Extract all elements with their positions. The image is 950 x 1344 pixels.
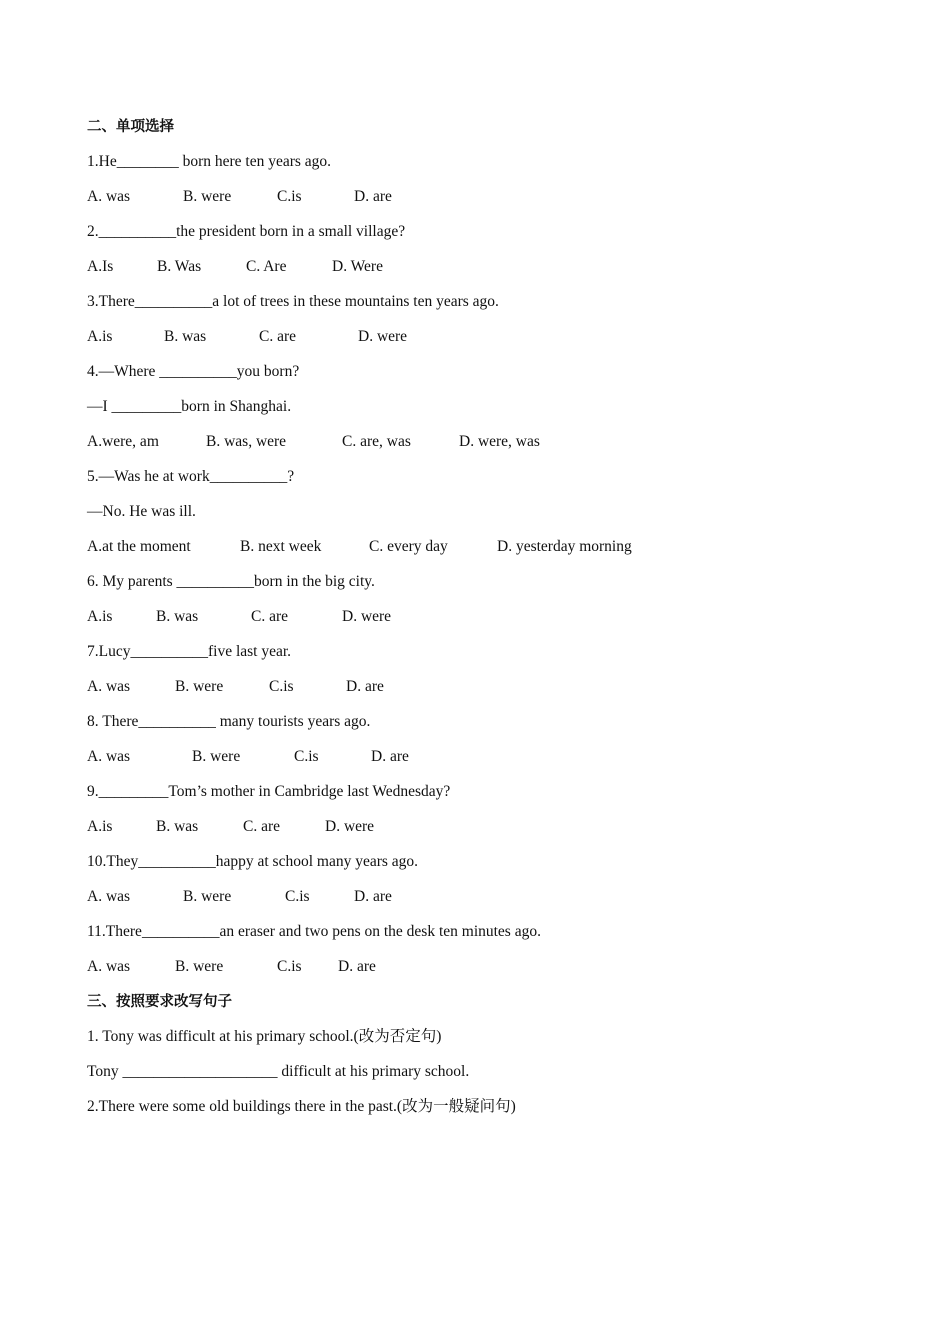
option-b: B. Was: [157, 258, 202, 275]
option-c: C. are, was: [342, 433, 411, 450]
question-11-stem: 11.There__________an eraser and two pens on the desk ten minutes ago.: [87, 923, 541, 940]
question-4-stem: 4.—Where __________you born?: [87, 363, 300, 380]
option-a: A.is: [87, 608, 113, 625]
section-2-heading: 二、单项选择: [87, 119, 174, 135]
option-c: C.is: [269, 678, 294, 695]
option-a: A. was: [87, 888, 131, 905]
question-2-options: [87, 254, 887, 289]
option-b: B. was: [156, 818, 199, 835]
question-4-reply: —I _________born in Shanghai.: [87, 398, 292, 415]
option-a: A. was: [87, 188, 131, 205]
option-d: D. were: [325, 818, 375, 835]
option-c: C.is: [277, 958, 302, 975]
option-c: C. are: [243, 818, 281, 835]
option-d: D. were: [342, 608, 392, 625]
option-b: B. were: [183, 188, 232, 205]
question-3-stem: 3.There__________a lot of trees in these mountains ten years ago.: [87, 293, 499, 310]
option-b: B. were: [183, 888, 232, 905]
option-b: B. next week: [240, 538, 322, 555]
question-5-options: [87, 534, 887, 569]
option-a: A. was: [87, 958, 131, 975]
option-c: C. are: [251, 608, 289, 625]
option-c: C.is: [294, 748, 319, 765]
option-a: A.is: [87, 328, 113, 345]
option-d: D. were: [358, 328, 408, 345]
option-b: B. was: [164, 328, 207, 345]
option-a: A. was: [87, 678, 131, 695]
option-a: A.Is: [87, 258, 114, 275]
option-d: D. were, was: [459, 433, 540, 450]
question-7-stem: 7.Lucy__________five last year.: [87, 643, 292, 660]
question-7-options: [87, 674, 887, 709]
option-b: B. were: [175, 678, 224, 695]
rewrite-item-2: 2.There were some old buildings there in the past.(改为一般疑问句): [87, 1098, 516, 1115]
question-5-reply: —No. He was ill.: [87, 503, 196, 520]
question-9-options: [87, 814, 887, 849]
question-6-stem: 6. My parents __________born in the big city.: [87, 573, 375, 590]
question-8-stem: 8. There__________ many tourists years ago.: [87, 713, 371, 730]
option-d: D. are: [354, 888, 392, 905]
question-10-stem: 10.They__________happy at school many years ago.: [87, 853, 419, 870]
option-d: D. are: [346, 678, 384, 695]
question-8-options: [87, 744, 887, 779]
question-4-options: [87, 429, 887, 464]
rewrite-answer-1: Tony ____________________ difficult at his primary school.: [87, 1063, 470, 1080]
option-d: D. are: [338, 958, 376, 975]
question-11-options: [87, 954, 887, 989]
option-d: D. are: [371, 748, 409, 765]
option-c: C. are: [259, 328, 297, 345]
option-a: A.is: [87, 818, 113, 835]
option-c: C.is: [285, 888, 310, 905]
question-6-options: [87, 604, 887, 639]
option-b: B. were: [175, 958, 224, 975]
rewrite-item-1: 1. Tony was difficult at his primary school.(改为否定句): [87, 1028, 442, 1045]
option-b: B. were: [192, 748, 241, 765]
section-3-heading: 三、按照要求改写句子: [87, 994, 232, 1010]
option-d: D. Were: [332, 258, 383, 275]
option-c: C. Are: [246, 258, 287, 275]
question-1-options: [87, 184, 887, 219]
question-1-stem: 1.He________ born here ten years ago.: [87, 153, 332, 170]
option-d: D. are: [354, 188, 392, 205]
option-a: A.were, am: [87, 433, 159, 450]
option-a: A.at the moment: [87, 538, 191, 555]
question-9-stem: 9._________Tom’s mother in Cambridge last Wednesday?: [87, 783, 451, 800]
option-d: D. yesterday morning: [497, 538, 632, 555]
question-10-options: [87, 884, 887, 919]
option-b: B. was, were: [206, 433, 287, 450]
question-5-stem: 5.—Was he at work__________?: [87, 468, 295, 485]
question-3-options: [87, 324, 887, 359]
option-c: C.is: [277, 188, 302, 205]
worksheet-page: [87, 114, 887, 1129]
option-b: B. was: [156, 608, 199, 625]
option-a: A. was: [87, 748, 131, 765]
option-c: C. every day: [369, 538, 448, 555]
question-2-stem: 2.__________the president born in a small village?: [87, 223, 406, 240]
